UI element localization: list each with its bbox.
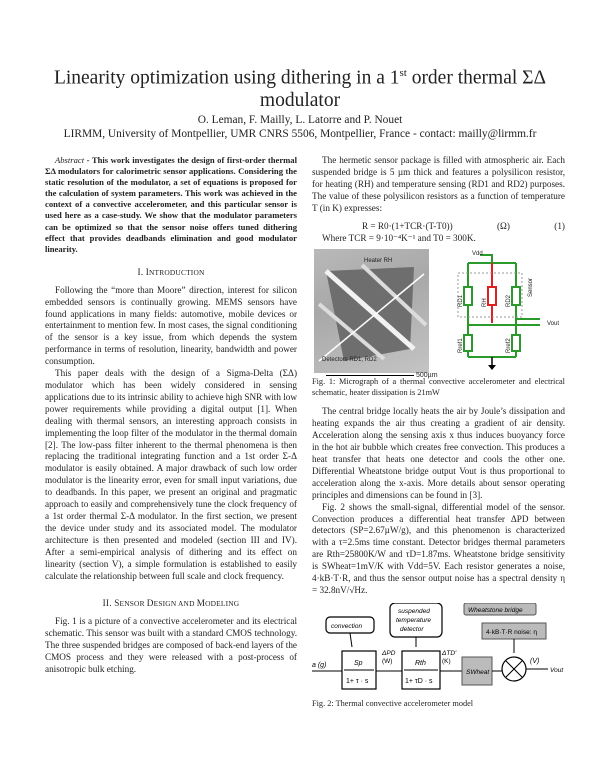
- svg-text:1+ τ · s: 1+ τ · s: [346, 677, 369, 685]
- svg-text:SWheat: SWheat: [466, 668, 490, 676]
- figure-1: Heater RH Detectors RD1, RD2 500µm Vdd Vout Sensor RD1 RH RD2 Rref1 Rref2: [312, 247, 565, 377]
- where-line: Where TCR = 9·10⁻⁴K⁻¹ and T0 = 300K.: [322, 233, 476, 244]
- svg-text:Rref2: Rref2: [506, 338, 512, 354]
- abstract: Abstract - This work investigates the design of first-order thermal ΣΔ modulators for calorimetric sensor applications. Considering the static resolution of the modulator, a set of equations is proposed for the calculation of system parameters. This work was achieved in the context of a convective accelerometer, and this particular sensor is used here as a case-study. We show that the modulator parameters can be optimized so that the sensor noise offers tuned dithering effect that provides deadbands elimination and good modulator linearity.: [45, 155, 297, 254]
- svg-text:RD2: RD2: [506, 295, 512, 308]
- intro-paragraph-2: This paper deals with the design of a Sigma-Delta (ΣΔ) modulator which has been widely considered in sensing applications due to its intrinsic ability to achieve high SNR with low power requirements while providing a digital output [1]. When dealing with thermal sensors, an interesting approach consists in implementing the loop filter of the modulator in the thermal domain [2]. The low-pass filter inherent to the thermal phenomena is then replacing the traditional integrating function and a 1st order Σ-Δ modulator is easily obtained. A major drawback of such low order modulator is the linearity error, even for small input variations, due to deadbands. In this paper, we present an original and pragmatic approach to easily and comprehensively tune the clock frequency of a 1st order thermal Σ-Δ modulator. In the first section, we present the device under study and its associated model. The modulator architecture is then presented and modeled (section III and IV). After a semi-empirical analysis of dithering and its effect on linearity (section V), a simple formulation is established to easily calculate the relationship between full scale and clock frequency.: [45, 368, 297, 581]
- svg-text:convection: convection: [331, 622, 363, 630]
- right-column: [312, 155, 565, 743]
- intro-paragraph-1: Following the “more than Moore” direction, interest for silicon embedded sensors is continually growing. MEMS sensors have found applications in many fields: automotive, mobile devices or entertainment to mention few. In most cases, the signal conditioning of the sensor is a key issue, from which depends the system performance in terms of resolution, linearity, bandwidth and power consumption.: [45, 284, 297, 367]
- svg-text:Vout: Vout: [547, 321, 560, 328]
- scale-bar: [326, 375, 414, 376]
- svg-text:Detectors RD1, RD2: Detectors RD1, RD2: [322, 357, 377, 364]
- right-paragraph-2: The central bridge locally heats the air by Joule’s dissipation and heating expands the air thus creating a gradient of air density. Acceleration along the sensing axis x thus induces buoyancy force in the hot air bubble which creates free convection. This produces a heat transfer that heats one detector and cools the other one. Differential Wheatstone bridge output Vout is thus proportional to acceleration along the x-axis. More details about sensor operating principles and dimensions can be found in [3].: [312, 406, 565, 500]
- affiliation: LIRMM, University of Montpellier, UMR CNRS 5506, Montpellier, France - contact: mailly@lirmm.fr: [63, 128, 537, 140]
- svg-text:detector: detector: [400, 625, 424, 633]
- svg-text:Sensor: Sensor: [528, 278, 534, 298]
- author-list: O. Leman, F. Mailly, L. Latorre and P. Nouet: [197, 114, 403, 126]
- svg-text:Wheatstone bridge: Wheatstone bridge: [468, 606, 523, 614]
- svg-text:Rref1: Rref1: [458, 338, 464, 354]
- authors-block: [20, 113, 580, 141]
- svg-text:4·kB·T·R noise: η: 4·kB·T·R noise: η: [486, 628, 537, 636]
- micrograph-image: [314, 249, 429, 373]
- svg-text:temperature: temperature: [396, 616, 432, 624]
- svg-text:Vout: Vout: [550, 666, 564, 674]
- svg-text:RH: RH: [482, 298, 488, 308]
- section-heading-introduction: I. INTRODUCTION: [137, 266, 205, 277]
- svg-text:Sp: Sp: [354, 659, 363, 667]
- svg-text:Rth: Rth: [415, 659, 426, 667]
- figure-1-caption: Fig. 1: Micrograph of a thermal convective accelerometer and electrical schematic, heater dissipation is 21mW: [312, 377, 565, 397]
- svg-text:(K): (K): [442, 657, 451, 665]
- equation-1: R = R0·(1+TCR·(T-T0)) (Ω) (1): [362, 220, 565, 231]
- paper-title: Linearity optimization using dithering in a 1st order thermal ΣΔ modulator: [53, 67, 547, 111]
- right-paragraph-1: The hermetic sensor package is filled with atmospheric air. Each suspended bridge is 5 µm thick and features a polysilicon resistor, for heating (RH) and temperature sensing (RD1 and RD2) purposes. The value of these polysilicon resistors as a function of temperature T (in K) expresses:: [312, 155, 565, 213]
- svg-text:Vdd: Vdd: [472, 251, 483, 258]
- svg-text:(V): (V): [530, 657, 540, 665]
- left-column: [45, 155, 297, 676]
- svg-text:(W): (W): [382, 657, 393, 665]
- svg-text:suspended: suspended: [398, 607, 430, 615]
- svg-text:a (g): a (g): [312, 661, 327, 669]
- sensor-paragraph-1: Fig. 1 is a picture of a convective accelerometer and its electrical schematic. This sensor was built with a standard CMOS technology. The three suspended bridges are composed of back-end layers of the CMOS process and they were released with a post-process of anisotropic bulk etching.: [45, 616, 297, 674]
- svg-text:RD1: RD1: [458, 295, 464, 308]
- bridge-schematic: [452, 247, 562, 377]
- svg-text:ΔTD': ΔTD': [442, 649, 457, 657]
- right-paragraph-3: Fig. 2 shows the small-signal, differential model of the sensor. Convection produces a differential heat transfer ΔPD between detectors (SP=2.67µW/g), and this phenomenon is characterized with a τ=2.5ms time constant. Detector bridges thermal parameters are Rth=25800K/W and τD=1.87ms. Wheatstone bridge sensitivity is SWheat=1mV/K with Vdd=5V. Each resistor generates a noise, 4·kB·T·R, and thus the sensor output noise has a spectral density η = 32.8nV/√Hz.: [312, 501, 565, 595]
- svg-text:Heater RH: Heater RH: [364, 258, 393, 265]
- section-heading-sensor: II. SENSOR DESIGN AND MODELING: [102, 598, 240, 609]
- svg-text:1+ τD · s: 1+ τD · s: [405, 677, 433, 685]
- figure-2-caption: Fig. 2: Thermal convective accelerometer model: [312, 698, 474, 708]
- figure-2: [312, 603, 565, 743]
- svg-text:ΔPD: ΔPD: [382, 649, 396, 657]
